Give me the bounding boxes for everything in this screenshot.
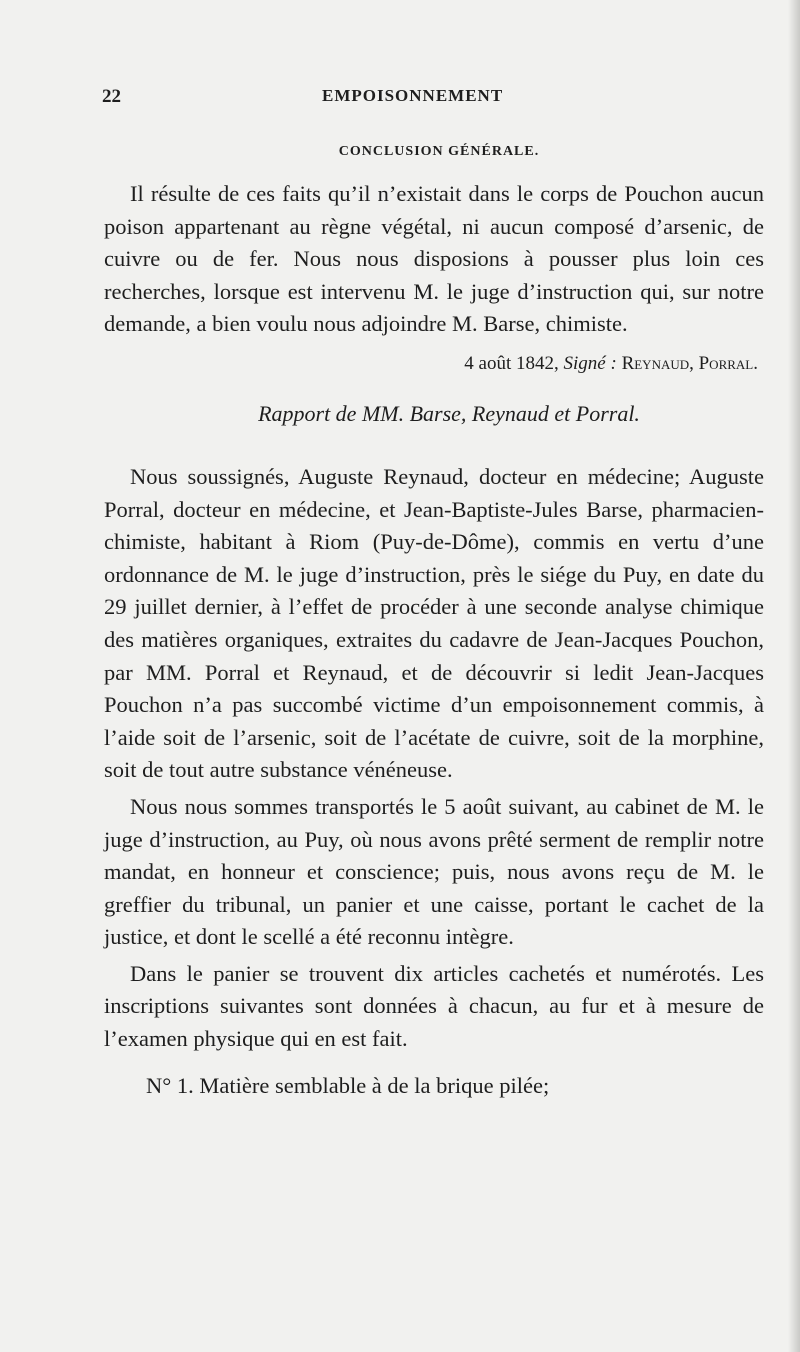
paragraph-transport: Nous nous sommes transportés le 5 août suivant, au cabinet de M. le juge d’instruction, au Puy, où nous avons prêté serment de remplir notre mandat, en honneur et conscience; puis, nous avons reçu de M. le greffier du tribunal, un panier et une caisse, portant le cachet de la justice, et dont le scellé a été reconnu intègre.	[104, 793, 764, 950]
signature-line	[104, 353, 758, 375]
paragraph-mission: Nous soussignés, Auguste Reynaud, docteur en médecine; Auguste Porral, docteur en médecine, et Jean-Baptiste-Jules Barse, pharmacien-chimiste, habitant à Riom (Puy-de-Dôme), commis en vertu d’une ordonnance de M. le juge d’instruction, près le siége du Puy, en date du 29 juillet dernier, à l’effet de procéder à une seconde analyse chimique des matières organiques, extraites du cadavre de Jean-Jacques Pouchon, par MM. Porral et Reynaud, et de découvrir si ledit Jean-Jacques Pouchon n’a pas succombé victime d’un empoisonnement commis, à l’aide soit de l’arsenic, soit de l’acétate de cuivre, soit de la morphine, soit de tout autre substance vénéneuse.	[104, 463, 764, 783]
item-entry-1: N° 1. Matière semblable à de la brique pilée;	[146, 1072, 550, 1098]
signature-signe: Signé :	[563, 352, 617, 374]
running-title: EMPOISONNEMENT	[322, 86, 504, 105]
paragraph-panier: Dans le panier se trouvent dix articles cachetés et numérotés. Les inscriptions suivantes sont données à chacun, au fur et à mesure de l’examen physique qui en est fait.	[104, 960, 764, 1052]
section-heading: CONCLUSION GÉNÉRALE.	[338, 144, 540, 159]
paragraph-conclusion: Il résulte de ces faits qu’il n’existait dans le corps de Pouchon aucun poison appartenant au règne végétal, ni aucun composé d’arsenic, de cuivre ou de fer. Nous nous disposions à pousser plus loin ces recherches, lorsque est intervenu M. le juge d’instruction qui, sur notre demande, a bien voulu nous adjoindre M. Barse, chimiste.	[104, 181, 764, 337]
page-edge-shadow	[788, 0, 800, 1352]
page-header	[102, 86, 762, 116]
report-title: Rapport de MM. Barse, Reynaud et Porral.	[258, 400, 640, 426]
page-number: 22	[102, 86, 121, 107]
page-body	[104, 144, 764, 1102]
signature-names: Reynaud, Porral.	[621, 352, 758, 374]
signature-date: 4 août 1842,	[464, 352, 559, 374]
